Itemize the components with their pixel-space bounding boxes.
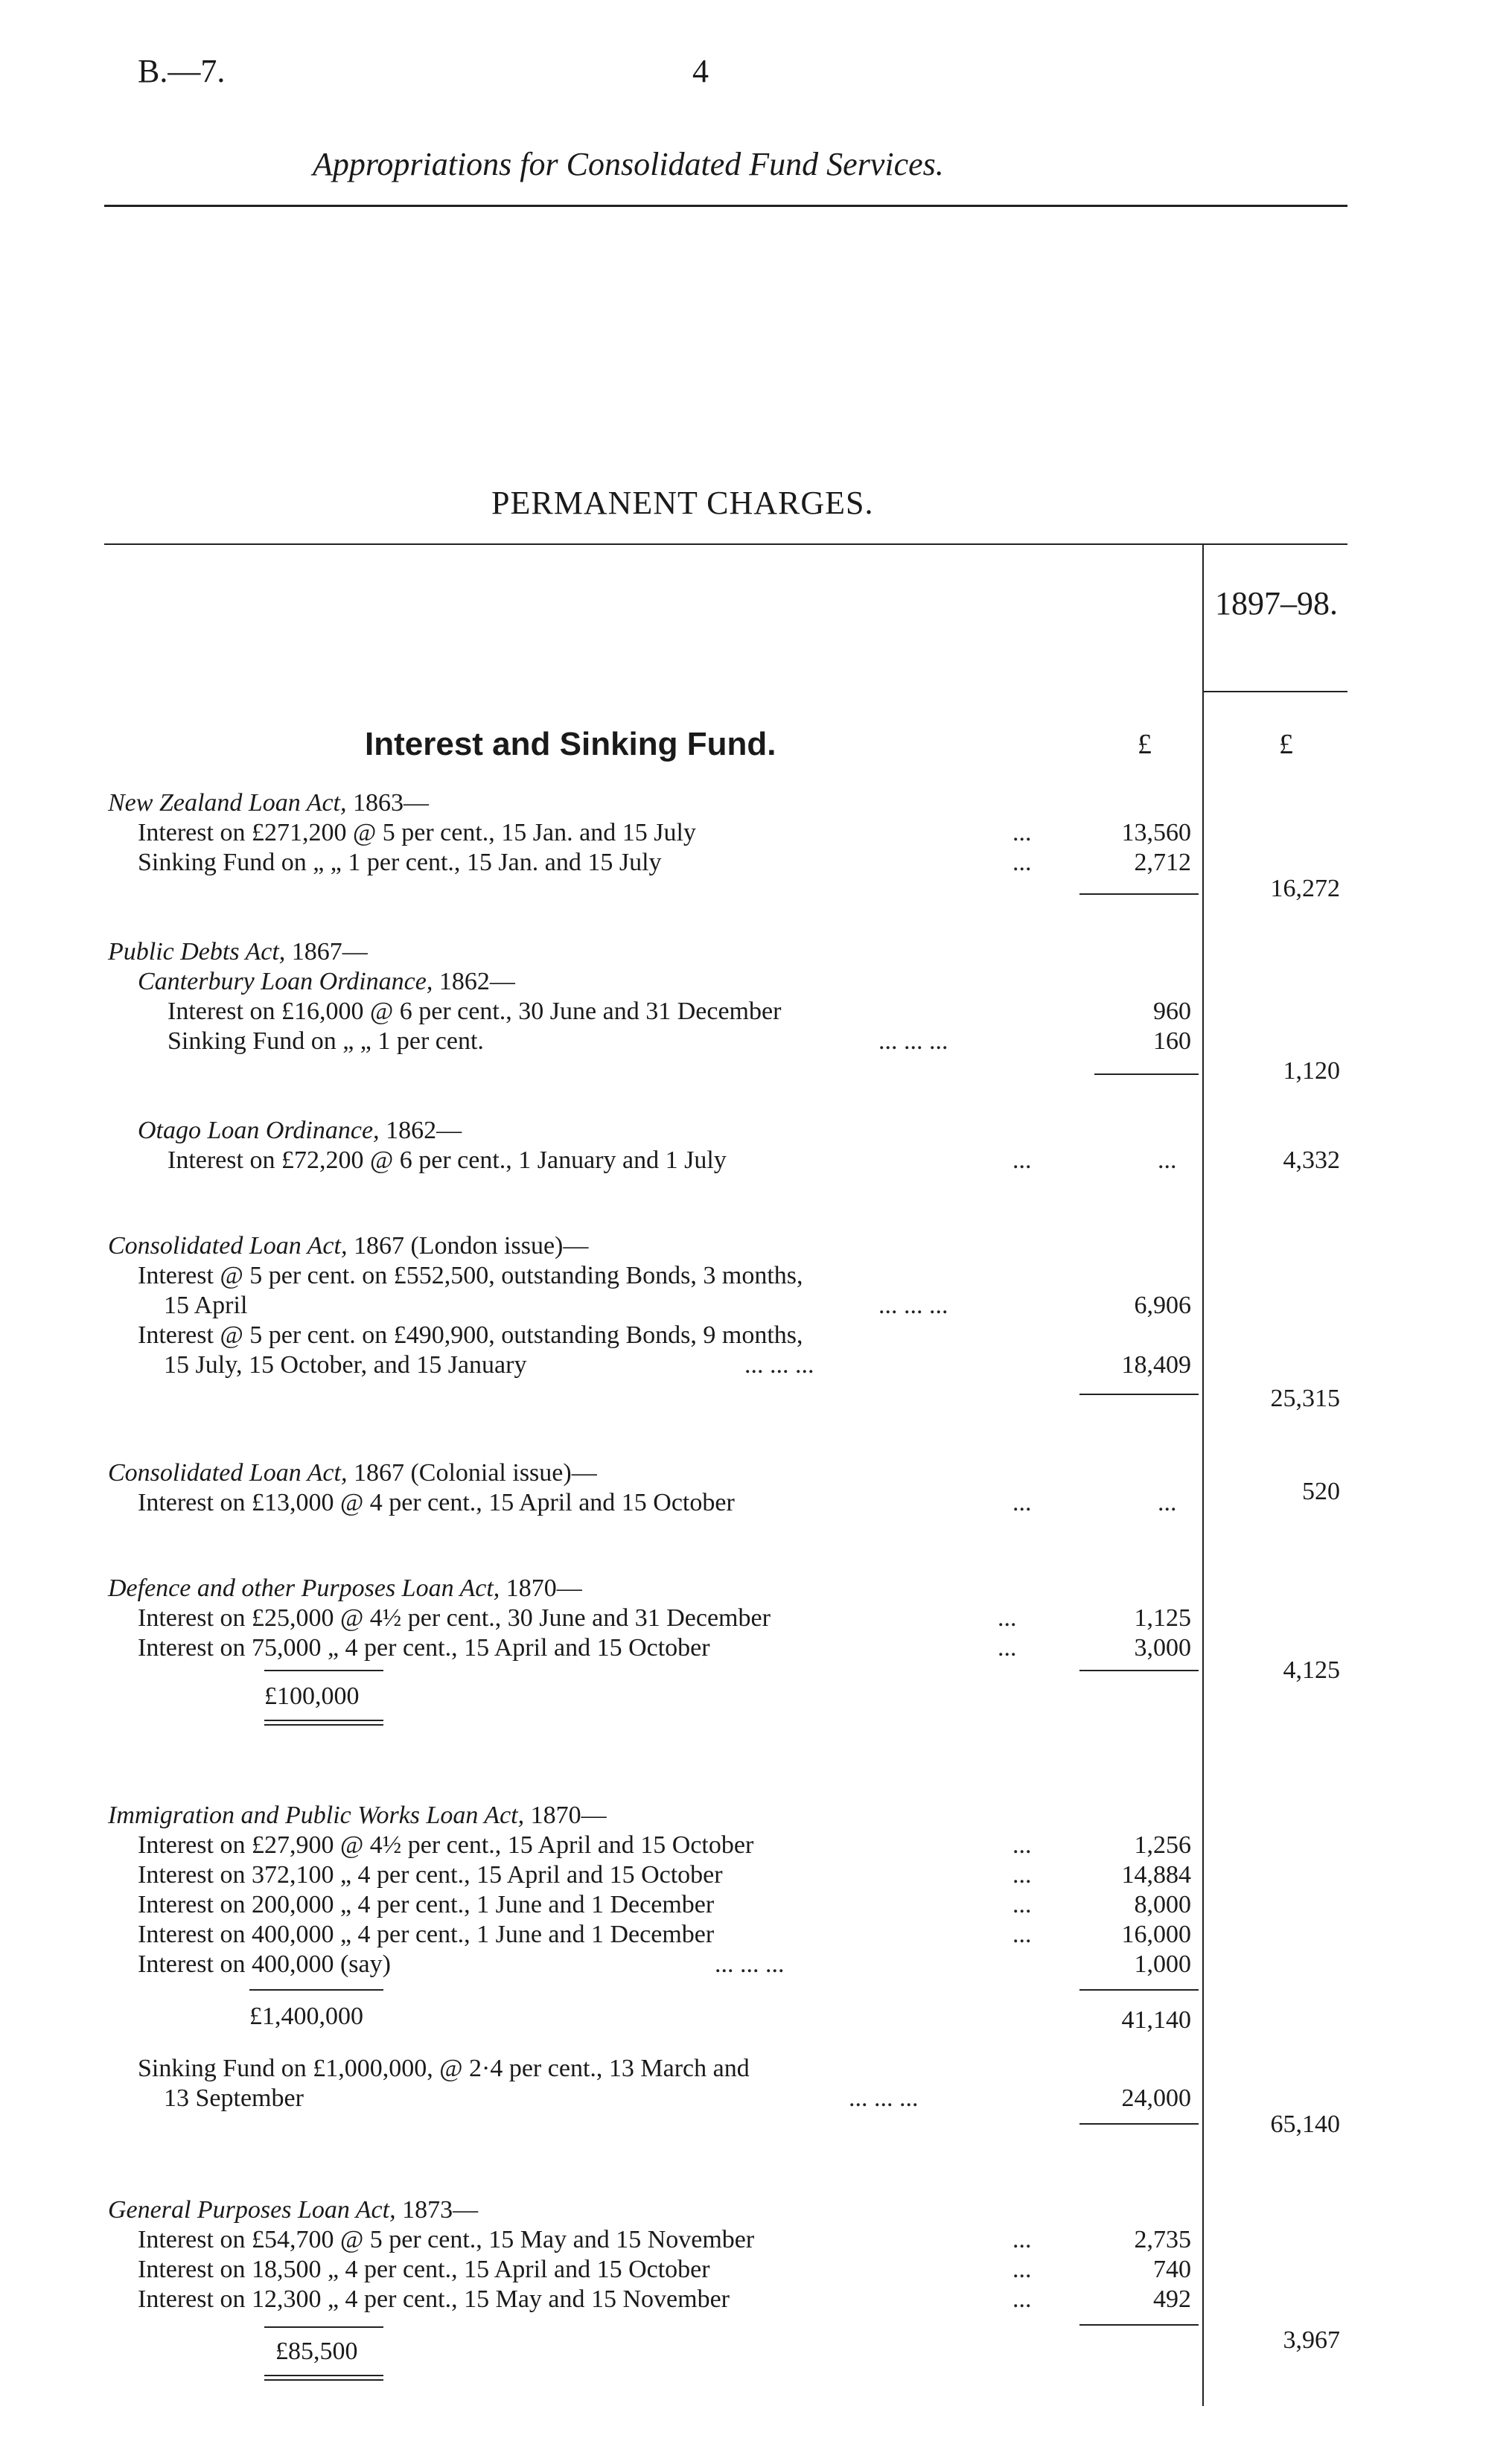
entry-line-continued: 15 April <box>164 1292 248 1319</box>
entry-value: 13,560 <box>1121 819 1191 846</box>
principal-total: £85,500 <box>275 2338 358 2365</box>
entry-line: Interest on 400,000 (say) <box>138 1950 391 1978</box>
double-rule-top <box>264 1720 383 1721</box>
act-heading: Defence and other Purposes Loan Act, 1870— <box>108 1574 582 1602</box>
entry-value: 16,000 <box>1121 1921 1191 1948</box>
section-total: 520 <box>1302 1478 1340 1505</box>
header-rule <box>104 205 1347 207</box>
entry-line: Interest on 75,000 „ 4 per cent., 15 April and 15 October <box>138 1634 710 1662</box>
entry-value: 960 <box>1153 998 1191 1025</box>
entry-line: Interest on 18,500 „ 4 per cent., 15 April and 15 October <box>138 2256 710 2283</box>
entry-value: 1,256 <box>1134 1831 1191 1859</box>
entry-line: Interest on £25,000 @ 4½ per cent., 30 June and 31 December <box>138 1604 771 1632</box>
document-reference: B.—7. <box>138 53 226 89</box>
column-divider <box>1202 545 1204 2406</box>
entry-value: 24,000 <box>1121 2084 1191 2112</box>
double-rule-bottom <box>264 2379 383 2381</box>
entry-line: Interest on £72,200 @ 6 per cent., 1 January and 1 July <box>168 1146 727 1174</box>
sum-rule <box>1079 893 1199 895</box>
entry-line: Interest on £271,200 @ 5 per cent., 15 Jan. and 15 July <box>138 819 696 846</box>
entry-value: 18,409 <box>1121 1351 1191 1379</box>
act-heading: General Purposes Loan Act, 1873— <box>108 2196 479 2224</box>
entry-line: Interest on 12,300 „ 4 per cent., 15 May and 15 November <box>138 2285 730 2313</box>
leader-dots: ... <box>1012 2285 1032 2313</box>
act-heading: Consolidated Loan Act, 1867 (London issue)— <box>108 1232 589 1260</box>
entry-value: 492 <box>1153 2285 1191 2313</box>
year-rule <box>1204 691 1347 692</box>
sub-ordinance-heading: Otago Loan Ordinance, 1862— <box>138 1117 462 1144</box>
principal-total: £1,400,000 <box>249 2003 363 2030</box>
leader-dots: ... <box>1012 1831 1032 1859</box>
entry-value: 160 <box>1153 1027 1191 1055</box>
entry-line: Interest on 372,100 „ 4 per cent., 15 April and 15 October <box>138 1861 723 1889</box>
act-heading: Public Debts Act, 1867— <box>108 938 368 966</box>
section-subtitle: Interest and Sinking Fund. <box>365 726 776 762</box>
section-total: 1,120 <box>1283 1057 1340 1085</box>
entry-value: 6,906 <box>1134 1292 1191 1319</box>
sum-rule <box>1094 1073 1199 1075</box>
entry-value: 740 <box>1153 2256 1191 2283</box>
act-heading: New Zealand Loan Act, 1863— <box>108 789 429 817</box>
sum-rule <box>1079 1670 1199 1671</box>
entry-value: 14,884 <box>1121 1861 1191 1889</box>
act-heading: Immigration and Public Works Loan Act, 1870— <box>108 1802 607 1829</box>
entry-value: 3,000 <box>1134 1634 1191 1662</box>
leader-dots: ... <box>1012 1891 1032 1918</box>
entry-value: 8,000 <box>1134 1891 1191 1918</box>
entry-line: Sinking Fund on „ „ 1 per cent. <box>168 1027 484 1055</box>
entry-line: Sinking Fund on £1,000,000, @ 2·4 per cent., 13 March and <box>138 2055 750 2082</box>
table-top-rule <box>104 543 1347 545</box>
pound-symbol-column: £ <box>1138 729 1152 760</box>
leader-dots: ... <box>1012 2256 1032 2283</box>
sub-ordinance-heading: Canterbury Loan Ordinance, 1862— <box>138 968 515 995</box>
leader-dots: ... <box>1012 2226 1032 2253</box>
section-total: 4,332 <box>1283 1146 1340 1174</box>
entry-line: Interest on £27,900 @ 4½ per cent., 15 April and 15 October <box>138 1831 754 1859</box>
leader-dots: ... <box>1012 1861 1032 1889</box>
entry-line: Interest on 400,000 „ 4 per cent., 1 June and 1 December <box>138 1921 715 1948</box>
entry-line-continued: 15 July, 15 October, and 15 January <box>164 1351 527 1379</box>
page-title: Appropriations for Consolidated Fund Services. <box>313 146 944 182</box>
section-title: PERMANENT CHARGES. <box>491 485 874 521</box>
sum-rule <box>1079 2123 1199 2125</box>
year-heading: 1897–98. <box>1215 585 1338 622</box>
section-total: 25,315 <box>1270 1385 1340 1412</box>
entry-line-continued: 13 September <box>164 2084 304 2112</box>
leader-dots: ... <box>998 1604 1017 1632</box>
entry-line: Interest on £54,700 @ 5 per cent., 15 May and 15 November <box>138 2226 755 2253</box>
entry-line: Sinking Fund on „ „ 1 per cent., 15 Jan. and 15 July <box>138 849 662 876</box>
leader-dots: ... ... ... <box>715 1950 785 1978</box>
leader-dots: ... <box>1012 819 1032 846</box>
act-heading: Consolidated Loan Act, 1867 (Colonial issue)— <box>108 1459 597 1487</box>
double-rule-top <box>264 2375 383 2376</box>
entry-line: Interest @ 5 per cent. on £552,500, outstanding Bonds, 3 months, <box>138 1262 803 1289</box>
sum-rule <box>1079 1394 1199 1395</box>
leader-dots: ... ... ... <box>878 1027 948 1055</box>
leader-dots: ... <box>1012 1921 1032 1948</box>
entry-line: Interest on £16,000 @ 6 per cent., 30 June and 31 December <box>168 998 782 1025</box>
entry-line: Interest on 200,000 „ 4 per cent., 1 June and 1 December <box>138 1891 715 1918</box>
double-rule-bottom <box>264 1724 383 1726</box>
principal-rule <box>264 1670 383 1671</box>
principal-rule <box>249 1989 383 1991</box>
entry-value: 1,125 <box>1134 1604 1191 1632</box>
leader-dots: ... <box>998 1634 1017 1662</box>
principal-rule <box>264 2326 383 2328</box>
principal-total: £100,000 <box>264 1682 360 1710</box>
entry-line: Interest on £13,000 @ 4 per cent., 15 April and 15 October <box>138 1489 735 1516</box>
sum-rule <box>1079 2324 1199 2326</box>
leader-dots: ... <box>1012 849 1032 876</box>
leader-dots: ... ... ... <box>878 1292 948 1319</box>
leader-dots: ... <box>1158 1489 1177 1516</box>
entry-line: Interest @ 5 per cent. on £490,900, outstanding Bonds, 9 months, <box>138 1321 803 1349</box>
leader-dots: ... <box>1012 1146 1032 1174</box>
section-total: 4,125 <box>1283 1656 1340 1684</box>
section-total: 3,967 <box>1283 2326 1340 2354</box>
section-total: 16,272 <box>1270 875 1340 902</box>
subtotal-value: 41,140 <box>1121 2006 1191 2034</box>
sum-rule <box>1079 1989 1199 1991</box>
page-number: 4 <box>692 53 709 89</box>
section-total: 65,140 <box>1270 2110 1340 2138</box>
pound-symbol-total: £ <box>1279 729 1293 760</box>
leader-dots: ... <box>1158 1146 1177 1174</box>
leader-dots: ... ... ... <box>849 2084 919 2112</box>
leader-dots: ... <box>1012 1489 1032 1516</box>
entry-value: 2,735 <box>1134 2226 1191 2253</box>
entry-value: 1,000 <box>1134 1950 1191 1978</box>
entry-value: 2,712 <box>1134 849 1191 876</box>
leader-dots: ... ... ... <box>744 1351 814 1379</box>
